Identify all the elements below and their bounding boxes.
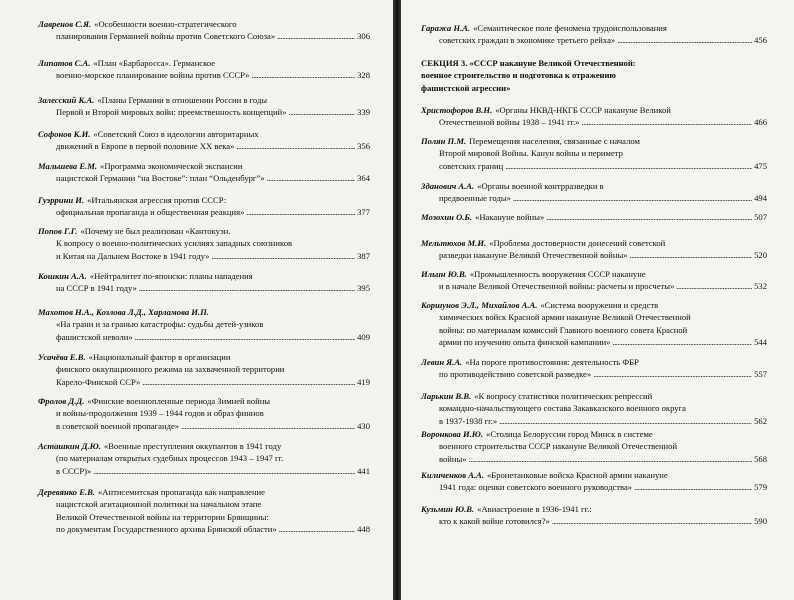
toc-entry-line	[421, 324, 767, 336]
toc-entry-line	[421, 299, 767, 311]
entry-title-line: Первой и Второй мировых войн: преемственность концепций»	[56, 107, 287, 118]
dot-leader	[552, 515, 752, 527]
entry-page-number: 356	[357, 141, 370, 152]
toc-entry-line	[38, 194, 370, 206]
entry-author: Липатов С.А.	[38, 58, 91, 68]
entry-page-number: 441	[357, 465, 370, 476]
entry-title-line: фашистской неволи»	[56, 331, 133, 342]
toc-entry	[421, 469, 767, 494]
dot-leader	[289, 106, 356, 118]
entry-title-line: Отечественной войны 1938 – 1941 гг.»	[439, 117, 580, 128]
toc-entry-line	[38, 511, 370, 523]
entry-title-line: Второй мировой Войны. Канун войны и периметр	[439, 148, 623, 159]
toc-entry-line	[38, 250, 370, 262]
dot-leader	[499, 415, 752, 427]
toc-entry-line	[38, 523, 370, 535]
entry-author: Левин Я.А.	[421, 357, 463, 367]
entry-title-line: «Органы НКВД-НКГБ СССР накануне Великой	[495, 105, 671, 115]
toc-entry-line	[38, 465, 370, 477]
entry-author: Мальшева Е.М.	[38, 161, 98, 171]
entry-title-line: финского оккупационного режима на захваченной территории	[56, 364, 285, 375]
toc-entry-line	[38, 395, 370, 407]
dot-leader	[634, 481, 752, 493]
toc-entry-line	[421, 268, 767, 280]
entry-author: Полян П.М.	[421, 136, 467, 146]
entry-title-line: «Промышленность вооружения СССР накануне	[469, 269, 646, 279]
entry-title-line: Перемещения населения, связанные с началом	[469, 136, 640, 146]
toc-entry-line	[421, 249, 767, 261]
toc-entry	[421, 104, 767, 129]
entry-author: Гуэррини И.	[38, 195, 85, 205]
entry-author: Махотов Н.А., Козлова Л.Д., Харламова И.П.	[38, 307, 209, 317]
entry-title-line: официальная пропаганда и общественная реакция»	[56, 207, 245, 218]
entry-author: Коршунов Э.Л., Михайлов А.А.	[421, 300, 538, 310]
toc-entry-line	[421, 336, 767, 348]
entry-title-line: военно-морское планирование войны против СССР»	[56, 70, 250, 81]
entry-title-line: «Антисемитская пропаганда как направление	[97, 487, 265, 497]
toc-entry	[421, 237, 767, 262]
toc-entry	[38, 225, 370, 262]
toc-entry	[38, 440, 370, 477]
entry-author: Мозохин О.Б.	[421, 212, 473, 222]
entry-title-line: «План «Барбаросса». Германское	[93, 58, 216, 68]
entry-author: Кошкин А.А.	[38, 271, 87, 281]
toc-entry-line	[421, 515, 767, 527]
entry-title-line: нацистской Германии “на Востоке”: план “Ольденбург”»	[56, 173, 265, 184]
entry-title-line: химических войск Красной армии накануне Великой Отечественной	[439, 312, 691, 323]
section-heading-line: фашистской агрессии»	[421, 82, 511, 93]
toc-entry-line	[421, 390, 767, 402]
entry-author: Асташкин Д.Ю.	[38, 441, 101, 451]
entry-title-line: в 1937-1938 гг.»	[439, 415, 498, 426]
entry-page-number: 544	[754, 337, 767, 348]
toc-entry-line	[38, 18, 370, 30]
toc-entry-line	[38, 237, 370, 249]
toc-entry	[421, 211, 767, 223]
toc-entry-line	[38, 172, 370, 184]
entry-title-line: «Почему не был реализован «Кантокуэн.	[80, 226, 231, 236]
dot-leader	[93, 465, 355, 477]
entry-page-number: 520	[754, 250, 767, 261]
entry-title-line: и в начале Великой Отечественной войны: расчеты и просчеты»	[439, 281, 675, 292]
dot-leader	[267, 172, 356, 184]
toc-entry-line	[421, 116, 767, 128]
toc-entry	[421, 356, 767, 381]
entry-title-line: Карело-Финской ССР»	[56, 376, 141, 387]
entry-page-number: 419	[357, 376, 370, 387]
entry-title-line: «Программа экономической экспансии	[100, 161, 243, 171]
entry-title-line: по документам Государственного архива Брянской области»	[56, 524, 277, 535]
section-heading	[421, 57, 767, 94]
dot-leader	[251, 69, 355, 81]
toc-entry-line	[421, 453, 767, 465]
toc-entry-line	[421, 503, 767, 515]
entry-title-line: «Итальянская агрессия против СССР:	[87, 195, 227, 205]
entry-title-line: «На грани и за гранью катастрофы: судьбы детей-узиков	[56, 319, 264, 330]
entry-title-line: Великой Отечественной войны на территории Брянщины:	[56, 511, 269, 522]
entry-title-line: «Семантическое поле феномена трудоиспользования	[473, 23, 667, 33]
entry-page-number: 466	[754, 117, 767, 128]
toc-entry	[38, 270, 370, 295]
entry-author: Зданович А.А.	[421, 181, 475, 191]
toc-entry-line	[421, 192, 767, 204]
entry-author: Кузьмин Ю.В.	[421, 504, 475, 514]
entry-title-line: «На пороге противостояния: деятельность ФБР	[465, 357, 639, 367]
entry-page-number: 395	[357, 283, 370, 294]
toc-entry	[38, 94, 370, 119]
toc-entry	[421, 268, 767, 293]
entry-title-line: (по материалам открытых судебных процессов 1943 – 1947 гг.	[56, 453, 284, 464]
dot-leader	[582, 116, 753, 128]
entry-title-line: в советской военной пропаганде»	[56, 420, 180, 431]
toc-entry-line	[38, 57, 370, 69]
toc-entry-line	[421, 280, 767, 292]
book-spine	[393, 0, 401, 600]
toc-entry-line	[421, 481, 767, 493]
entry-title-line: военного строительства СССР накануне Великой Отечественной	[439, 441, 678, 452]
toc-entry-line	[38, 128, 370, 140]
toc-entry-line	[38, 270, 370, 282]
entry-author: Деревянко Е.В.	[38, 487, 95, 497]
toc-entry-line	[421, 160, 767, 172]
entry-author: Воронкова И.Ю.	[421, 429, 484, 439]
dot-leader	[546, 211, 752, 223]
entry-title-line: 1941 года: оценки советского военного руководства»	[439, 482, 633, 493]
entry-title-line: движений в Европе в первой половине XX века»	[56, 141, 235, 152]
entry-title-line: войны»	[439, 453, 467, 464]
dot-leader	[139, 282, 355, 294]
entry-title-line: по противодействию советской разведке»	[439, 369, 592, 380]
toc-entry-line	[38, 486, 370, 498]
entry-title-line: «Планы Германии в отношении России в годы	[97, 95, 268, 105]
toc-entry-line	[38, 30, 370, 42]
entry-title-line: и войны-продолжения 1939 – 1944 годов и образ финнов	[56, 408, 264, 419]
toc-entry	[38, 306, 370, 343]
entry-title-line: «Авиастроение в 1936-1941 гг.:	[477, 504, 592, 514]
entry-title-line: «Бронетанковые войска Красной армии накануне	[486, 470, 668, 480]
entry-page-number: 507	[754, 212, 767, 222]
entry-author: Киличенков А.А.	[421, 470, 484, 480]
toc-entry-line	[38, 306, 370, 318]
toc-entry-line	[38, 140, 370, 152]
entry-title-line: кто к какой войне готовился?»	[439, 516, 550, 527]
toc-entry-line	[421, 22, 767, 34]
entry-title-line: войны: по материалам комиссий Главного военного совета Красной	[439, 324, 688, 335]
toc-entry	[38, 18, 370, 43]
toc-entry	[38, 351, 370, 388]
entry-title-line: «Военные преступления оккупантов в 1941 году	[103, 441, 282, 451]
right-page	[401, 0, 794, 600]
dot-leader	[505, 160, 752, 172]
entry-page-number: 448	[357, 524, 370, 535]
entry-page-number: 568	[754, 453, 767, 464]
toc-entry	[421, 135, 767, 172]
toc-entry-line	[421, 147, 767, 159]
toc-entry-line	[421, 135, 767, 147]
section-heading-line: военное строительство и подготовка к отражению	[421, 70, 616, 81]
toc-entry	[38, 194, 370, 219]
toc-entry-line	[421, 311, 767, 323]
toc-entry	[38, 486, 370, 536]
entry-author: Усачёва Е.В.	[38, 352, 86, 362]
entry-author: Лавренов С.Я.	[38, 19, 92, 29]
entry-title-line: «К вопросу статистики политических репрессий	[474, 391, 653, 401]
toc-entry-line	[421, 180, 767, 192]
entry-title-line: «Особенности военно-стратегического	[94, 19, 237, 29]
entry-title-line: «Проблема достоверности донесений советской	[489, 238, 666, 248]
entry-title-line: армии по изучению опыта финской кампании»	[439, 337, 611, 348]
entry-title-line: К вопросу о военно-политических усилиях западных союзников	[56, 238, 293, 249]
entry-page-number: 328	[357, 70, 370, 81]
toc-entry-line	[38, 318, 370, 330]
entry-page-number: 430	[357, 420, 370, 431]
toc-entry-line	[421, 440, 767, 452]
toc-entry-line	[421, 211, 767, 223]
toc-entry-line	[421, 469, 767, 481]
toc-entry-line	[421, 104, 767, 116]
dot-leader	[277, 30, 355, 42]
entry-author: Ильин Ю.В.	[421, 269, 467, 279]
toc-entry-line	[421, 428, 767, 440]
toc-entry	[421, 180, 767, 205]
dot-leader	[181, 420, 355, 432]
toc-entry-line	[38, 160, 370, 172]
entry-title-line: «Накануне войны»	[475, 212, 545, 222]
toc-entry-line	[38, 225, 370, 237]
dot-leader	[612, 336, 752, 348]
toc-entry-line	[421, 368, 767, 380]
dot-leader	[211, 250, 355, 262]
dot-leader	[676, 280, 752, 292]
toc-entry-line	[38, 440, 370, 452]
entry-title-line: разведки накануне Великой Отечественной войны»	[439, 250, 628, 261]
entry-title-line: «Система вооружения и средств	[540, 300, 659, 310]
entry-page-number: 387	[357, 250, 370, 261]
entry-title-line: на СССР в 1941 году»	[56, 283, 137, 294]
toc-entry-line	[38, 351, 370, 363]
toc-entry-line	[38, 363, 370, 375]
entry-title-line: советских граждан в экономике третьего рейха»	[439, 35, 616, 46]
toc-entry	[421, 299, 767, 349]
entry-title-line: советских границ	[439, 160, 504, 171]
toc-entry	[38, 128, 370, 153]
entry-page-number: 579	[754, 482, 767, 493]
entry-author: Попов Г.Г.	[38, 226, 78, 236]
entry-page-number: 377	[357, 207, 370, 218]
toc-entry	[38, 160, 370, 185]
entry-title-line: планирования Германией войны против Советского Союза»	[56, 31, 276, 42]
toc-entry	[38, 395, 370, 432]
entry-title-line: и Китая на Дальнем Востоке в 1941 году»	[56, 250, 210, 261]
entry-title-line: «Национальный фактор в организации	[88, 352, 231, 362]
entry-author: Христофоров В.Н.	[421, 105, 493, 115]
left-page	[0, 0, 393, 600]
entry-page-number: 409	[357, 331, 370, 342]
dot-leader	[236, 140, 355, 152]
entry-author: Фролов Д.Д.	[38, 396, 85, 406]
toc-entry	[38, 57, 370, 82]
toc-entry	[421, 22, 767, 47]
entry-page-number: 557	[754, 369, 767, 380]
dot-leader	[513, 192, 752, 204]
entry-title-line: предвоенные годы»	[439, 193, 511, 204]
entry-page-number: 456	[754, 35, 767, 46]
dot-leader	[246, 206, 355, 218]
dot-leader	[142, 376, 355, 388]
entry-page-number: 590	[754, 516, 767, 527]
toc-entry	[421, 503, 767, 528]
entry-title-line: «Советский Союз в идеологии авторитарных	[93, 129, 259, 139]
entry-page-number: 364	[357, 173, 370, 184]
toc-entry-line	[38, 282, 370, 294]
entry-author: Залесский К.А.	[38, 95, 95, 105]
entry-page-number: 532	[754, 281, 767, 292]
toc-entry-line	[38, 94, 370, 106]
entry-page-number: 475	[754, 160, 767, 171]
toc-entry-line	[38, 206, 370, 218]
toc-entry-line	[421, 237, 767, 249]
entry-title-line: «Финские военнопленные периода Зимней войны	[87, 396, 271, 406]
entry-author: Ларькин В.В.	[421, 391, 472, 401]
entry-author: Гаража Н.А.	[421, 23, 471, 33]
section-heading-line: СЕКЦИЯ 3. «СССР накануне Великой Отечественной:	[421, 58, 636, 68]
dot-leader	[135, 331, 355, 343]
toc-entry-line	[38, 420, 370, 432]
toc-entry-line	[38, 498, 370, 510]
entry-title-line: «Нейтралитет по-японски: планы нападения	[89, 271, 253, 281]
entry-author: Мельтюхов М.И.	[421, 238, 487, 248]
dot-leader	[279, 523, 355, 535]
toc-entry-line	[38, 376, 370, 388]
toc-entry-line	[421, 402, 767, 414]
toc-entry-line	[38, 106, 370, 118]
toc-entry	[421, 390, 767, 427]
toc-entry-line	[38, 407, 370, 419]
dot-leader	[630, 249, 753, 261]
entry-title-line: в СССР)»	[56, 465, 92, 476]
toc-entry-line	[38, 452, 370, 464]
toc-entry-line	[421, 356, 767, 368]
toc-entry-line	[421, 34, 767, 46]
toc-entry-line	[38, 69, 370, 81]
entry-title-line: «Столица Белоруссии город Минск в системе	[486, 429, 653, 439]
entry-title-line: нацистской агитационной политики на начальном этапе	[56, 499, 262, 510]
dot-leader	[469, 453, 753, 465]
dot-leader	[593, 368, 752, 380]
entry-page-number: 494	[754, 193, 767, 204]
dot-leader	[617, 34, 752, 46]
toc-entry-line	[421, 415, 767, 427]
entry-author: Софонов К.И.	[38, 129, 91, 139]
entry-page-number: 339	[357, 107, 370, 118]
toc-entry-line	[38, 331, 370, 343]
entry-page-number: 562	[754, 415, 767, 426]
entry-title-line: командно-начальствующего состава Закавказского военного округа	[439, 403, 686, 414]
entry-title-line: «Органы военной контрразведки в	[477, 181, 604, 191]
toc-entry	[421, 428, 767, 465]
entry-page-number: 306	[357, 31, 370, 42]
